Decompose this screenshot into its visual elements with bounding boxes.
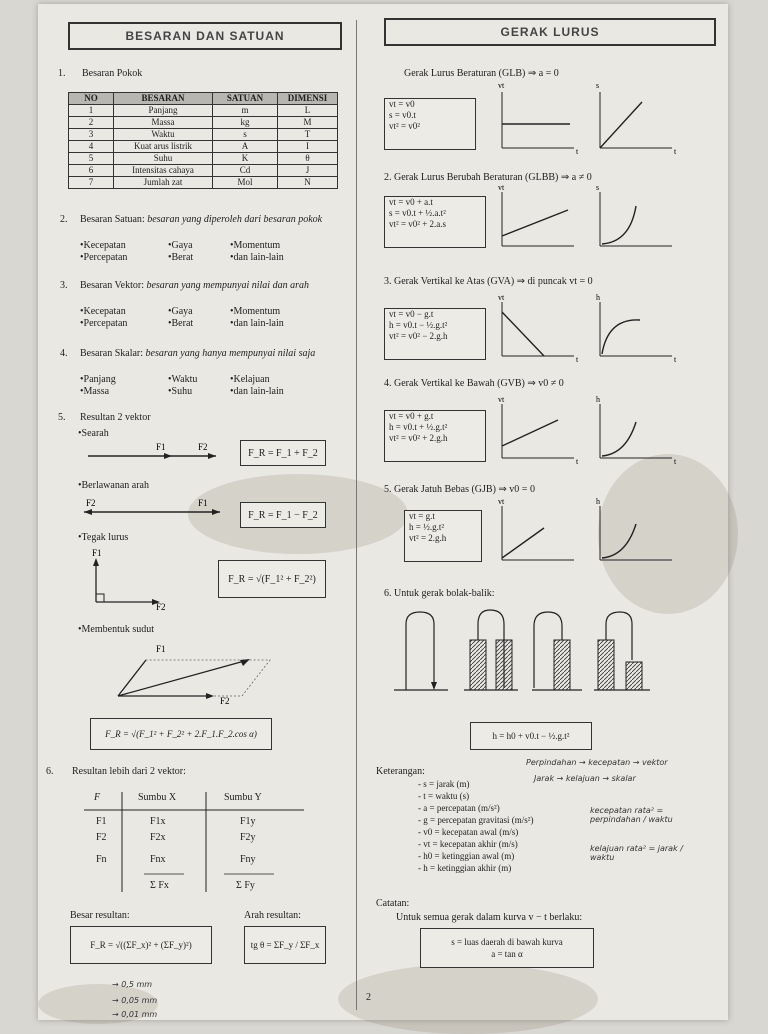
resultan-cell: F2x bbox=[150, 832, 166, 843]
units-cell: 5 bbox=[69, 153, 114, 165]
s5-tegak-label: • Tegak lurus bbox=[78, 532, 128, 543]
gv2-y: vt bbox=[498, 183, 505, 192]
s4-num: 4. bbox=[60, 348, 68, 359]
catatan-title: Catatan: bbox=[376, 898, 410, 909]
s4-item-1: • Waktu bbox=[168, 374, 230, 386]
s2-items bbox=[80, 240, 340, 264]
sudut-diagram bbox=[112, 640, 272, 704]
units-row bbox=[69, 129, 338, 141]
units-cell: 7 bbox=[69, 177, 114, 189]
s4-item-5: • dan lain-lain bbox=[230, 386, 284, 397]
s2-item-5: • dan lain-lain bbox=[230, 252, 284, 263]
s2-title-text: Besaran Satuan bbox=[80, 214, 142, 225]
g5-f1: h = ½.g.t² bbox=[409, 522, 445, 532]
s5-num: 5. bbox=[58, 412, 66, 423]
s2-num: 2. bbox=[60, 214, 68, 225]
g4-f1: h = v0.t + ½.g.t² bbox=[389, 422, 448, 432]
units-cell: 3 bbox=[69, 129, 114, 141]
rt-sum-y: Σ Fy bbox=[236, 880, 255, 891]
units-row bbox=[69, 141, 338, 153]
g2-formula bbox=[384, 196, 486, 248]
sudut-f2: F2 bbox=[220, 696, 230, 706]
gv4-x: t bbox=[576, 457, 579, 466]
units-cell: T bbox=[278, 129, 338, 141]
gv3-y: vt bbox=[498, 293, 505, 302]
units-row bbox=[69, 177, 338, 189]
ket-title: Keterangan: bbox=[376, 766, 425, 777]
berlawanan-f1: F1 bbox=[198, 498, 208, 508]
berlawanan-diagram bbox=[80, 498, 230, 522]
s1-title: Besaran Pokok bbox=[82, 68, 143, 79]
gv5-y: vt bbox=[498, 497, 505, 506]
g3-f1: h = v0.t − ½.g.t² bbox=[389, 320, 448, 330]
units-cell: Waktu bbox=[114, 129, 213, 141]
keterangan-item: - h0 = ketinggian awal (m) bbox=[418, 851, 515, 861]
searah-f2: F2 bbox=[198, 442, 208, 452]
gs1-y: s bbox=[596, 81, 600, 90]
keterangan-list bbox=[418, 778, 533, 874]
s3-item-4: • Berat bbox=[168, 318, 230, 330]
berlawanan-f2: F2 bbox=[86, 498, 96, 508]
gs2-y: s bbox=[596, 183, 600, 192]
s3-item-0: • Kecepatan bbox=[80, 306, 168, 318]
gh4-x: t bbox=[674, 457, 677, 466]
graph-v-glbb bbox=[498, 183, 582, 252]
formula-besar: F_R = √((ΣF_x)² + (ΣF_y)²) bbox=[70, 926, 212, 964]
units-cell: 6 bbox=[69, 165, 114, 177]
th-dimensi: DIMENSI bbox=[278, 93, 338, 105]
units-cell: θ bbox=[278, 153, 338, 165]
right-header: GERAK LURUS bbox=[384, 18, 716, 46]
rt-h1: Sumbu X bbox=[138, 792, 177, 803]
catatan-f2: a = tan α bbox=[491, 949, 523, 959]
formula-arah: tg θ = ΣF_y / ΣF_x bbox=[244, 926, 326, 964]
graph-v-gva bbox=[498, 293, 582, 364]
resultan-cell: F1x bbox=[150, 816, 166, 827]
tegak-f2: F2 bbox=[156, 602, 166, 612]
g1-f2: vt² = v0² bbox=[389, 121, 420, 131]
graph-h-gjb bbox=[596, 497, 680, 566]
s3-item-1: • Gaya bbox=[168, 306, 230, 318]
tegak-f1: F1 bbox=[92, 548, 102, 558]
r-hand-2: kecepatan rata² = perpindahan / waktu bbox=[590, 806, 673, 824]
s4-desc: besaran yang hanya mempunyai nilai saja bbox=[145, 348, 316, 359]
units-row bbox=[69, 105, 338, 117]
left-header: BESARAN DAN SATUAN bbox=[68, 22, 342, 50]
units-cell: kg bbox=[213, 117, 278, 129]
bolak-balik-diagram bbox=[392, 604, 692, 704]
r-hand-3: kelajuan rata² = jarak / waktu bbox=[590, 844, 683, 862]
s3-desc: besaran yang mempunyai nilai dan arah bbox=[146, 280, 309, 291]
g3-title: 3. Gerak Vertikal ke Atas (GVA) ⇒ di puncak vt = 0 bbox=[384, 276, 593, 287]
catatan-box bbox=[420, 928, 594, 968]
catatan-text: Untuk semua gerak dalam kurva v − t berlaku: bbox=[396, 912, 583, 923]
resultan-table-lines bbox=[84, 788, 314, 898]
units-cell: Jumlah zat bbox=[114, 177, 213, 189]
g2-f0: vt = v0 + a.t bbox=[389, 197, 433, 207]
s4-title: Besaran Skalar: besaran yang hanya mempunyai nilai saja bbox=[80, 348, 316, 359]
gh3-y: h bbox=[596, 293, 600, 302]
keterangan-item: - g = percepatan gravitasi (m/s²) bbox=[418, 815, 534, 825]
units-cell: 2 bbox=[69, 117, 114, 129]
rt-h0: F bbox=[94, 792, 101, 803]
s2-title: Besaran Satuan: besaran yang diperoleh dari besaran pokok bbox=[80, 214, 323, 225]
s1-num: 1. bbox=[58, 68, 66, 79]
units-row bbox=[69, 165, 338, 177]
resultan-cell: F2y bbox=[240, 832, 256, 843]
s4-item-0: • Panjang bbox=[80, 374, 168, 386]
arah-label: Arah resultan: bbox=[244, 910, 301, 921]
units-cell: Suhu bbox=[114, 153, 213, 165]
units-cell: m bbox=[213, 105, 278, 117]
formula-tegak: F_R = √(F_1² + F_2²) bbox=[218, 560, 326, 598]
s3-item-5: • dan lain-lain bbox=[230, 318, 284, 329]
r-hand-1: Jarak → kelajuan → skalar bbox=[534, 774, 636, 783]
s3-title: Besaran Vektor: besaran yang mempunyai nilai dan arah bbox=[80, 280, 309, 291]
s5-searah-label: • Searah bbox=[78, 428, 109, 439]
column-divider bbox=[356, 20, 357, 1010]
keterangan-item: - s = jarak (m) bbox=[418, 779, 470, 789]
units-cell: 4 bbox=[69, 141, 114, 153]
g4-title: 4. Gerak Vertikal ke Bawah (GVB) ⇒ v0 ≠ 0 bbox=[384, 378, 564, 389]
resultan-cell: F2 bbox=[96, 832, 107, 843]
units-cell: A bbox=[213, 141, 278, 153]
resultan-cell: F1 bbox=[96, 816, 107, 827]
graph-s-glbb bbox=[596, 183, 680, 252]
gh5-y: h bbox=[596, 497, 600, 506]
g3-formula bbox=[384, 308, 486, 360]
sudut-f1: F1 bbox=[156, 644, 166, 654]
s2-item-3: • Percepatan bbox=[80, 252, 168, 264]
th-no: NO bbox=[69, 93, 114, 105]
s5-berlawanan-label: • Berlawanan arah bbox=[78, 480, 149, 491]
th-satuan: SATUAN bbox=[213, 93, 278, 105]
formula-sudut: F_R = √(F_1² + F_2² + 2.F_1.F_2.cos α) bbox=[90, 718, 272, 750]
g4-formula bbox=[384, 410, 486, 462]
resultan-cell: F1y bbox=[240, 816, 256, 827]
g5-title: 5. Gerak Jatuh Bebas (GJB) ⇒ v0 = 0 bbox=[384, 484, 535, 495]
s4-title-text: Besaran Skalar bbox=[80, 348, 141, 359]
gh3-x: t bbox=[674, 355, 677, 364]
g4-f2: vt² = v0² + 2.g.h bbox=[389, 433, 448, 443]
keterangan-item: - h = ketinggian akhir (m) bbox=[418, 863, 512, 873]
g6-title: 6. Untuk gerak bolak-balik: bbox=[384, 588, 495, 599]
g1-formula bbox=[384, 98, 476, 150]
g1-f1: s = v0.t bbox=[389, 110, 416, 120]
units-row bbox=[69, 117, 338, 129]
g5-formula bbox=[404, 510, 482, 562]
hand-note-1: → 0,05 mm bbox=[112, 996, 158, 1005]
keterangan-item: - a = percepatan (m/s²) bbox=[418, 803, 500, 813]
units-cell: L bbox=[278, 105, 338, 117]
units-cell: Intensitas cahaya bbox=[114, 165, 213, 177]
s3-title-text: Besaran Vektor bbox=[80, 280, 142, 291]
s3-items bbox=[80, 306, 340, 330]
graph-h-gvb bbox=[596, 395, 680, 466]
g3-f2: vt² = v0² − 2.g.h bbox=[389, 331, 448, 341]
s4-item-3: • Massa bbox=[80, 386, 168, 398]
resultan-cell: Fny bbox=[240, 854, 256, 865]
s6-num: 6. bbox=[46, 766, 54, 777]
s2-item-1: • Gaya bbox=[168, 240, 230, 252]
units-cell: I bbox=[278, 141, 338, 153]
s5-sudut-label: • Membentuk sudut bbox=[78, 624, 154, 635]
units-cell: Cd bbox=[213, 165, 278, 177]
formula-berlawanan: F_R = F_1 − F_2 bbox=[240, 502, 326, 528]
hand-note-2: → 0,01 mm bbox=[112, 1010, 158, 1019]
g3-f0: vt = v0 − g.t bbox=[389, 309, 434, 319]
s4-item-2: • Kelajuan bbox=[230, 374, 270, 385]
searah-diagram bbox=[86, 440, 226, 464]
units-body bbox=[69, 105, 338, 189]
graph-v-glb bbox=[498, 81, 582, 158]
s2-item-0: • Kecepatan bbox=[80, 240, 168, 252]
besar-label: Besar resultan: bbox=[70, 910, 130, 921]
graph-s-glb bbox=[596, 81, 680, 158]
g6-formula: h = h0 + v0.t − ½.g.t² bbox=[470, 722, 592, 750]
s4-items bbox=[80, 374, 340, 398]
tegak-diagram bbox=[88, 548, 178, 616]
units-table bbox=[68, 92, 338, 189]
units-cell: s bbox=[213, 129, 278, 141]
r-hand-0: Perpindahan → kecepatan → vektor bbox=[526, 758, 668, 767]
g2-title: 2. Gerak Lurus Berubah Beraturan (GLBB) ⇒ a ≠ 0 bbox=[384, 172, 592, 183]
units-cell: K bbox=[213, 153, 278, 165]
s6-title: Resultan lebih dari 2 vektor: bbox=[72, 766, 186, 777]
s2-item-4: • Berat bbox=[168, 252, 230, 264]
rt-h2: Sumbu Y bbox=[224, 792, 262, 803]
gv3-x: t bbox=[576, 355, 579, 364]
g1-f0: vt = v0 bbox=[389, 99, 415, 109]
gv1-y: vt bbox=[498, 81, 505, 90]
hand-note-0: → 0,5 mm bbox=[112, 980, 153, 989]
units-cell: Massa bbox=[114, 117, 213, 129]
graph-h-gva bbox=[596, 293, 680, 364]
g5-f2: vt² = 2.g.h bbox=[409, 533, 447, 543]
g4-f0: vt = v0 + g.t bbox=[389, 411, 434, 421]
gv1-x: t bbox=[576, 147, 579, 156]
s3-item-2: • Momentum bbox=[230, 306, 280, 317]
units-cell: Mol bbox=[213, 177, 278, 189]
g2-f2: vt² = v0² + 2.a.s bbox=[389, 219, 447, 229]
s5-title: Resultan 2 vektor bbox=[80, 412, 151, 423]
units-cell: 1 bbox=[69, 105, 114, 117]
units-cell: Panjang bbox=[114, 105, 213, 117]
g1-title: Gerak Lurus Beraturan (GLB) ⇒ a = 0 bbox=[404, 68, 559, 79]
resultan-cell: Fnx bbox=[150, 854, 166, 865]
searah-f1: F1 bbox=[156, 442, 166, 452]
units-cell: J bbox=[278, 165, 338, 177]
s2-item-2: • Momentum bbox=[230, 240, 280, 251]
keterangan-item: - t = waktu (s) bbox=[418, 791, 470, 801]
g5-f0: vt = g.t bbox=[409, 511, 435, 521]
gv4-y: vt bbox=[498, 395, 505, 404]
keterangan-item: - vt = kecepatan akhir (m/s) bbox=[418, 839, 518, 849]
units-cell: M bbox=[278, 117, 338, 129]
rt-sum-x: Σ Fx bbox=[150, 880, 169, 891]
gs1-x: t bbox=[674, 147, 677, 156]
s4-item-4: • Suhu bbox=[168, 386, 230, 398]
s3-num: 3. bbox=[60, 280, 68, 291]
g2-f1: s = v0.t + ½.a.t² bbox=[389, 208, 446, 218]
graph-v-gjb bbox=[498, 497, 582, 566]
units-cell: N bbox=[278, 177, 338, 189]
th-besaran: BESARAN bbox=[114, 93, 213, 105]
gh4-y: h bbox=[596, 395, 600, 404]
keterangan-item: - v0 = kecepatan awal (m/s) bbox=[418, 827, 519, 837]
units-row bbox=[69, 153, 338, 165]
graph-v-gvb bbox=[498, 395, 582, 466]
formula-searah: F_R = F_1 + F_2 bbox=[240, 440, 326, 466]
s3-item-3: • Percepatan bbox=[80, 318, 168, 330]
page-number: 2 bbox=[366, 992, 371, 1003]
s2-desc: besaran yang diperoleh dari besaran pokok bbox=[147, 214, 323, 225]
catatan-f1: s = luas daerah di bawah kurva bbox=[451, 937, 563, 947]
resultan-cell: Fn bbox=[96, 854, 107, 865]
units-cell: Kuat arus listrik bbox=[114, 141, 213, 153]
